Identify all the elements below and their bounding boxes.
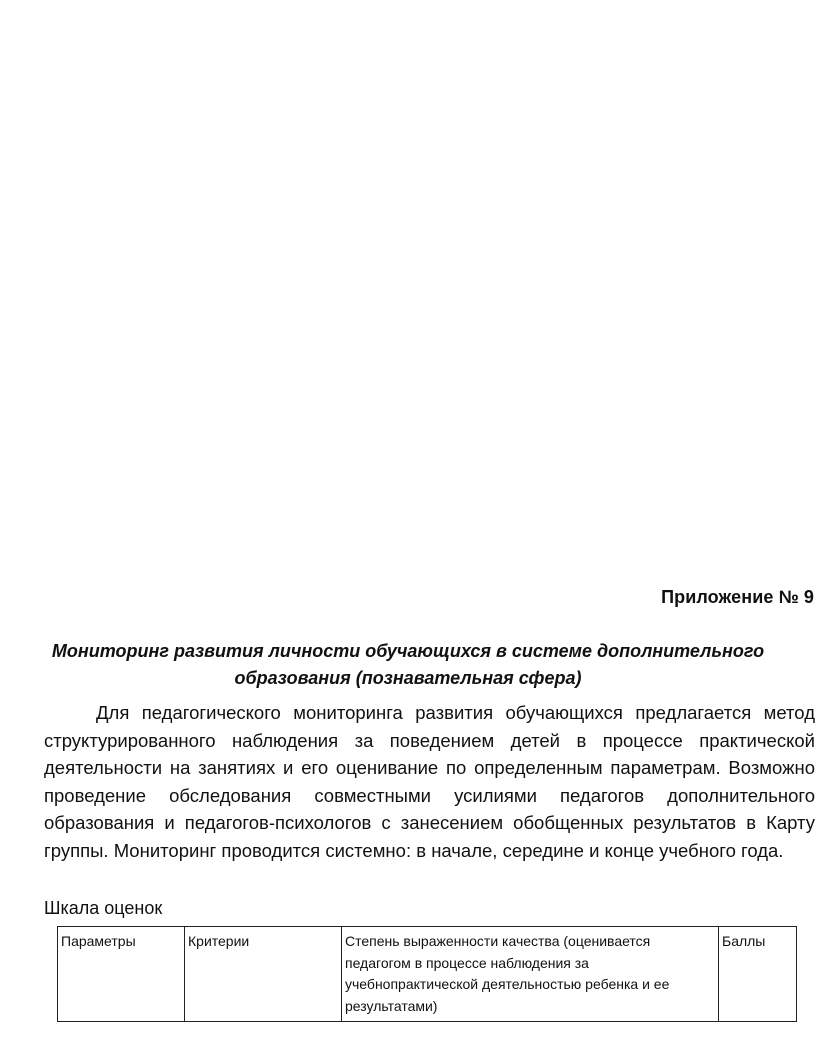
scale-heading: Шкала оценок: [44, 898, 163, 918]
intro-paragraph: Для педагогического мониторинга развития обучающихся предлагается метод структурированного наблюдения за поведением детей в процессе практической деятельности на занятиях и его оценивание по определенным параметрам. Возможно проведение обследования совместными усилиями педагогов дополнительного образования и педагогов-психологов с занесением обобщенных результатов в Карту группы. Мониторинг проводится системно: в начале, середине и конце учебного года.: [44, 702, 815, 861]
header-degree: Степень выраженности качества (оценивается педагогом в процессе наблюдения за учебнопрактической деятельностью ребенка и ее результатами): [342, 927, 719, 1022]
scale-table: [57, 926, 797, 1022]
document-title: Мониторинг развития личности обучающихся в системе дополнительного образования (познавательная сфера): [51, 641, 765, 688]
header-points: Баллы: [719, 927, 797, 1022]
header-criteria: Критерии: [185, 927, 342, 1022]
table-header-row: [58, 927, 797, 1022]
appendix-label: Приложение № 9: [661, 587, 814, 607]
header-parameters: Параметры: [58, 927, 185, 1022]
